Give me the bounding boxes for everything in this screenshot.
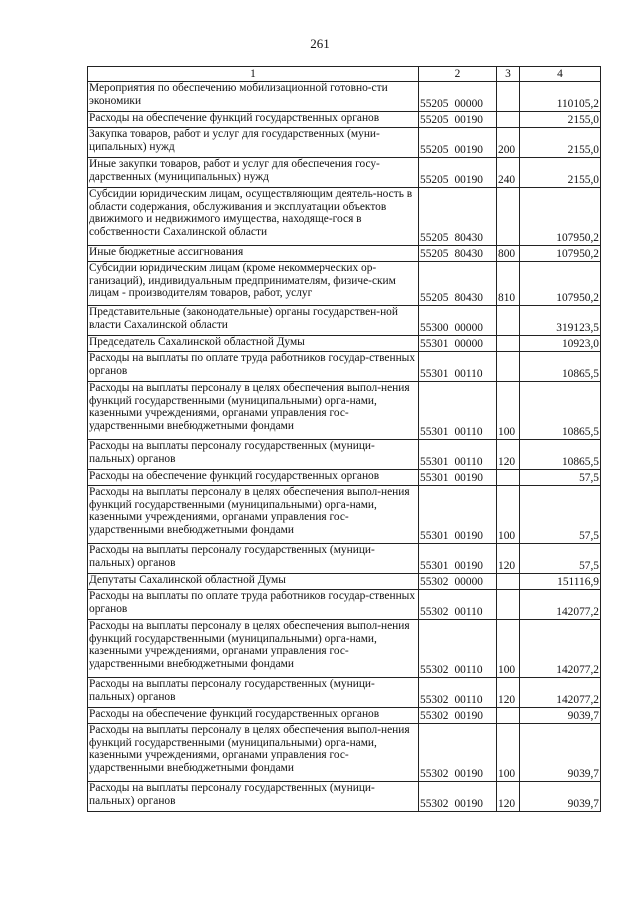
table-row bbox=[88, 352, 601, 382]
table-row bbox=[88, 470, 601, 486]
table-row bbox=[88, 306, 601, 336]
row-name: Расходы на обеспечение функций государственных органов bbox=[88, 708, 419, 724]
row-name: Расходы на выплаты персоналу в целях обеспечения выпол-нения функций государственными (муниципальными) орга-нами, казенными учреждениями, органами управления гос-ударственными внебюджетными фондами bbox=[88, 382, 419, 440]
row-amount: 107950,2 bbox=[520, 262, 601, 306]
row-expense-type bbox=[497, 352, 520, 382]
row-name: Закупка товаров, работ и услуг для государственных (муни-ципальных) нужд bbox=[88, 128, 419, 158]
code-section: 55300 bbox=[420, 322, 449, 335]
row-amount: 9039,7 bbox=[520, 724, 601, 782]
code-direction: 00190 bbox=[454, 114, 483, 127]
table-row bbox=[88, 112, 601, 128]
table-row bbox=[88, 724, 601, 782]
row-code bbox=[419, 724, 497, 782]
row-name: Расходы на выплаты по оплате труда работников государ-ственных органов bbox=[88, 352, 419, 382]
row-expense-type bbox=[497, 82, 520, 112]
row-amount: 57,5 bbox=[520, 486, 601, 544]
row-amount: 110105,2 bbox=[520, 82, 601, 112]
header-col-2: 2 bbox=[419, 67, 497, 82]
code-direction: 00110 bbox=[454, 456, 483, 469]
row-amount: 142077,2 bbox=[520, 678, 601, 708]
row-name: Расходы на выплаты персоналу государственных (муници-пальных) органов bbox=[88, 544, 419, 574]
row-code bbox=[419, 574, 497, 590]
code-direction: 00110 bbox=[454, 426, 483, 439]
code-direction: 80430 bbox=[454, 232, 483, 245]
code-direction: 00190 bbox=[454, 768, 483, 781]
code-direction: 00190 bbox=[454, 530, 483, 543]
code-direction: 00190 bbox=[454, 710, 483, 723]
header-col-3: 3 bbox=[497, 67, 520, 82]
code-direction: 00000 bbox=[454, 338, 483, 351]
table-row bbox=[88, 440, 601, 470]
code-direction: 00190 bbox=[454, 472, 483, 485]
row-amount: 57,5 bbox=[520, 544, 601, 574]
code-direction: 80430 bbox=[454, 248, 483, 261]
row-code bbox=[419, 544, 497, 574]
row-amount: 9039,7 bbox=[520, 708, 601, 724]
row-name: Депутаты Сахалинской областной Думы bbox=[88, 574, 419, 590]
table-row bbox=[88, 188, 601, 246]
row-name: Расходы на выплаты персоналу в целях обеспечения выпол-нения функций государственными (муниципальными) орга-нами, казенными учреждениями, органами управления гос-ударственными внебюджетными фондами bbox=[88, 724, 419, 782]
row-code bbox=[419, 440, 497, 470]
row-name: Мероприятия по обеспечению мобилизационной готовно-сти экономики bbox=[88, 82, 419, 112]
row-code bbox=[419, 352, 497, 382]
row-amount: 57,5 bbox=[520, 470, 601, 486]
row-expense-type: 100 bbox=[497, 620, 520, 678]
row-amount: 2155,0 bbox=[520, 128, 601, 158]
row-code bbox=[419, 82, 497, 112]
table-row bbox=[88, 82, 601, 112]
row-expense-type bbox=[497, 470, 520, 486]
row-amount: 142077,2 bbox=[520, 620, 601, 678]
code-section: 55302 bbox=[420, 694, 449, 707]
row-code bbox=[419, 708, 497, 724]
table-row bbox=[88, 246, 601, 262]
code-section: 55205 bbox=[420, 292, 449, 305]
row-code bbox=[419, 262, 497, 306]
code-section: 55205 bbox=[420, 232, 449, 245]
row-code bbox=[419, 188, 497, 246]
row-expense-type: 100 bbox=[497, 486, 520, 544]
row-expense-type bbox=[497, 574, 520, 590]
code-section: 55301 bbox=[420, 472, 449, 485]
code-direction: 00110 bbox=[454, 368, 483, 381]
table-row bbox=[88, 590, 601, 620]
row-amount: 107950,2 bbox=[520, 246, 601, 262]
row-expense-type: 800 bbox=[497, 246, 520, 262]
code-direction: 00110 bbox=[454, 664, 483, 677]
row-amount: 10865,5 bbox=[520, 352, 601, 382]
header-col-1: 1 bbox=[88, 67, 419, 82]
row-expense-type: 120 bbox=[497, 440, 520, 470]
row-expense-type bbox=[497, 112, 520, 128]
row-expense-type bbox=[497, 590, 520, 620]
code-section: 55302 bbox=[420, 768, 449, 781]
row-code bbox=[419, 486, 497, 544]
table-row bbox=[88, 574, 601, 590]
row-name: Расходы на выплаты персоналу в целях обеспечения выпол-нения функций государственными (муниципальными) орга-нами, казенными учреждениями, органами управления гос-ударственными внебюджетными фондами bbox=[88, 486, 419, 544]
table-row bbox=[88, 128, 601, 158]
code-direction: 00110 bbox=[454, 606, 483, 619]
row-name: Расходы на обеспечение функций государственных органов bbox=[88, 470, 419, 486]
table-row bbox=[88, 544, 601, 574]
code-direction: 00000 bbox=[454, 98, 483, 111]
row-expense-type bbox=[497, 708, 520, 724]
header-col-4: 4 bbox=[520, 67, 601, 82]
row-expense-type: 120 bbox=[497, 544, 520, 574]
code-section: 55205 bbox=[420, 248, 449, 261]
row-code bbox=[419, 590, 497, 620]
code-direction: 00000 bbox=[454, 576, 483, 589]
code-direction: 00190 bbox=[454, 144, 483, 157]
row-name: Расходы на обеспечение функций государственных органов bbox=[88, 112, 419, 128]
row-amount: 10865,5 bbox=[520, 382, 601, 440]
code-section: 55302 bbox=[420, 798, 449, 811]
code-direction: 00190 bbox=[454, 798, 483, 811]
row-expense-type: 810 bbox=[497, 262, 520, 306]
code-section: 55302 bbox=[420, 606, 449, 619]
row-code bbox=[419, 246, 497, 262]
table-row bbox=[88, 782, 601, 812]
row-name: Иные закупки товаров, работ и услуг для обеспечения госу-дарственных (муниципальных) нужд bbox=[88, 158, 419, 188]
code-section: 55205 bbox=[420, 114, 449, 127]
row-code bbox=[419, 128, 497, 158]
code-section: 55205 bbox=[420, 98, 449, 111]
row-expense-type: 100 bbox=[497, 382, 520, 440]
row-code bbox=[419, 678, 497, 708]
row-expense-type: 120 bbox=[497, 678, 520, 708]
row-expense-type: 100 bbox=[497, 724, 520, 782]
row-code bbox=[419, 782, 497, 812]
code-section: 55302 bbox=[420, 664, 449, 677]
page-number: 261 bbox=[310, 36, 330, 51]
row-amount: 107950,2 bbox=[520, 188, 601, 246]
row-code bbox=[419, 306, 497, 336]
code-section: 55301 bbox=[420, 368, 449, 381]
row-name: Расходы на выплаты по оплате труда работников государ-ственных органов bbox=[88, 590, 419, 620]
table-row bbox=[88, 158, 601, 188]
code-direction: 00000 bbox=[454, 322, 483, 335]
code-section: 55301 bbox=[420, 456, 449, 469]
row-name: Иные бюджетные ассигнования bbox=[88, 246, 419, 262]
row-code bbox=[419, 620, 497, 678]
row-expense-type: 240 bbox=[497, 158, 520, 188]
code-direction: 00190 bbox=[454, 560, 483, 573]
row-expense-type bbox=[497, 336, 520, 352]
row-code bbox=[419, 382, 497, 440]
row-name: Расходы на выплаты персоналу в целях обеспечения выпол-нения функций государственными (муниципальными) орга-нами, казенными учреждениями, органами управления гос-ударственными внебюджетными фондами bbox=[88, 620, 419, 678]
row-amount: 142077,2 bbox=[520, 590, 601, 620]
table-header-row bbox=[88, 67, 601, 82]
row-amount: 2155,0 bbox=[520, 112, 601, 128]
code-section: 55205 bbox=[420, 174, 449, 187]
row-expense-type bbox=[497, 306, 520, 336]
code-section: 55301 bbox=[420, 338, 449, 351]
row-expense-type bbox=[497, 188, 520, 246]
row-name: Расходы на выплаты персоналу государственных (муници-пальных) органов bbox=[88, 782, 419, 812]
row-amount: 319123,5 bbox=[520, 306, 601, 336]
table-row bbox=[88, 486, 601, 544]
row-code bbox=[419, 336, 497, 352]
code-direction: 00190 bbox=[454, 174, 483, 187]
row-name: Субсидии юридическим лицам (кроме некоммерческих ор-ганизаций), индивидуальным предпринимателям, физиче-ским лицам - производителям товаров, работ, услуг bbox=[88, 262, 419, 306]
code-section: 55205 bbox=[420, 144, 449, 157]
row-code bbox=[419, 112, 497, 128]
row-name: Субсидии юридическим лицам, осуществляющим деятель-ность в области содержания, обслуживания и эксплуатации объектов движимого и недвижимого имущества, находяще-гося в собственности Сахалинской области bbox=[88, 188, 419, 246]
table-row bbox=[88, 708, 601, 724]
row-expense-type: 120 bbox=[497, 782, 520, 812]
code-section: 55301 bbox=[420, 426, 449, 439]
code-section: 55302 bbox=[420, 710, 449, 723]
row-name: Председатель Сахалинской областной Думы bbox=[88, 336, 419, 352]
row-name: Представительные (законодательные) органы государствен-ной власти Сахалинской области bbox=[88, 306, 419, 336]
row-expense-type: 200 bbox=[497, 128, 520, 158]
row-amount: 10923,0 bbox=[520, 336, 601, 352]
table-row bbox=[88, 336, 601, 352]
code-section: 55301 bbox=[420, 530, 449, 543]
row-name: Расходы на выплаты персоналу государственных (муници-пальных) органов bbox=[88, 440, 419, 470]
table-row bbox=[88, 262, 601, 306]
row-code bbox=[419, 470, 497, 486]
row-amount: 151116,9 bbox=[520, 574, 601, 590]
table-row bbox=[88, 678, 601, 708]
budget-table bbox=[87, 66, 601, 812]
row-amount: 9039,7 bbox=[520, 782, 601, 812]
row-amount: 10865,5 bbox=[520, 440, 601, 470]
row-amount: 2155,0 bbox=[520, 158, 601, 188]
row-code bbox=[419, 158, 497, 188]
code-direction: 80430 bbox=[454, 292, 483, 305]
code-section: 55302 bbox=[420, 576, 449, 589]
row-name: Расходы на выплаты персоналу государственных (муници-пальных) органов bbox=[88, 678, 419, 708]
code-section: 55301 bbox=[420, 560, 449, 573]
code-direction: 00110 bbox=[454, 694, 483, 707]
table-row bbox=[88, 620, 601, 678]
table-row bbox=[88, 382, 601, 440]
